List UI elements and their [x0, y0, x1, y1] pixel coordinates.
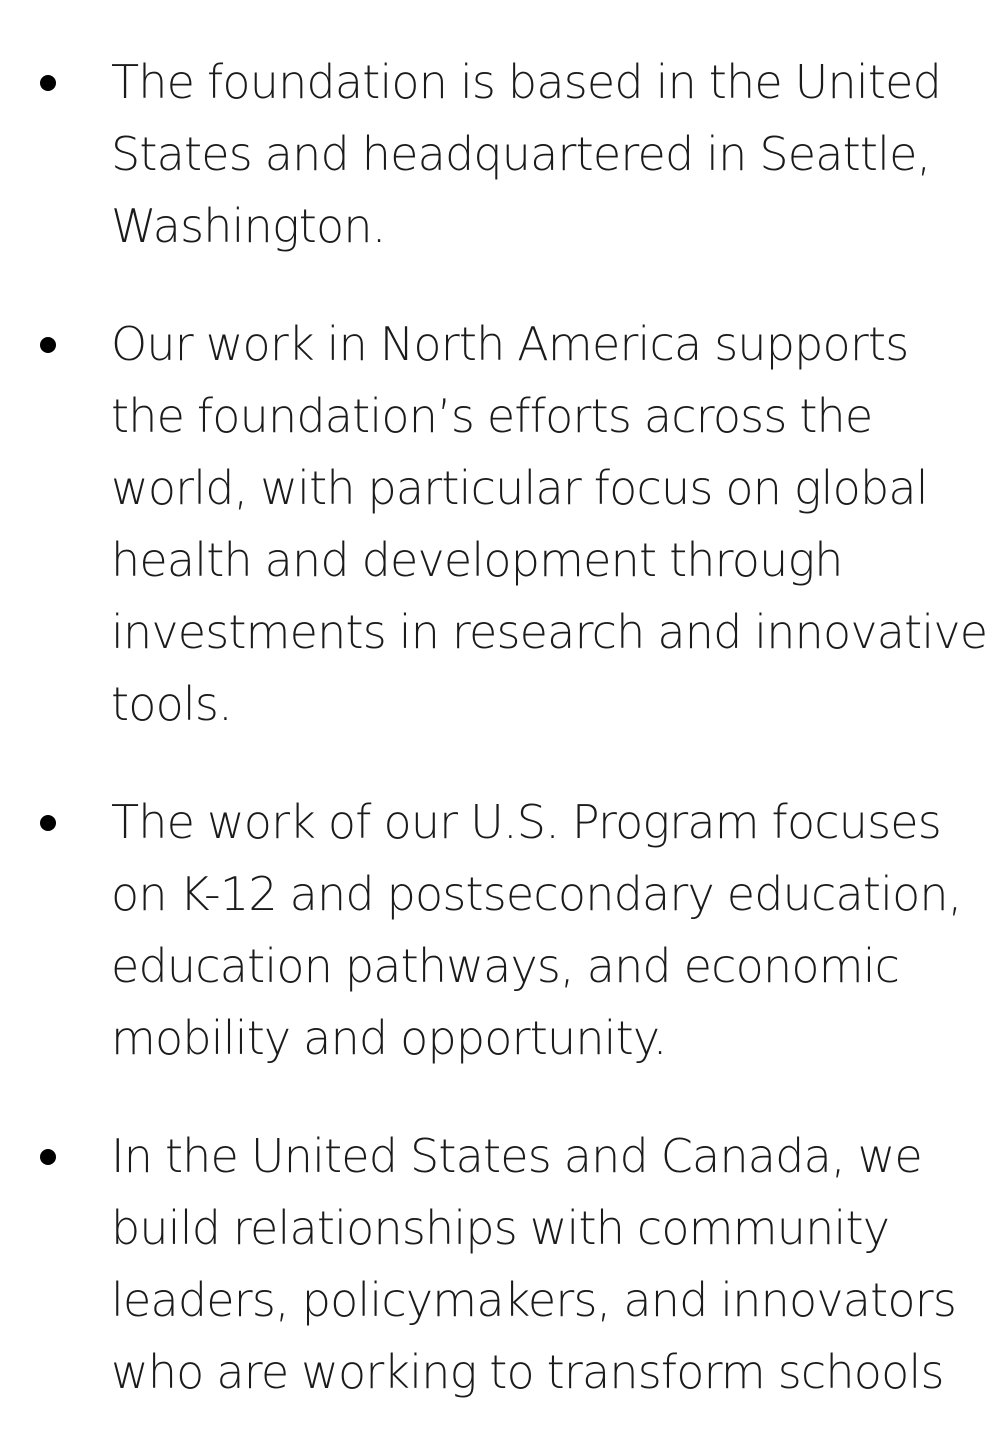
list-item-text: The work of our U.S. Program focuses on K-12 and postsecondary education, education pathways, and economic mobility and opportunity.: [111, 795, 962, 1065]
list-item: [0, 1120, 1001, 1408]
list-item: [0, 786, 1001, 1074]
bullet-icon: [40, 337, 56, 353]
bullet-icon: [40, 1149, 56, 1165]
list-item-text: The foundation is based in the United States and headquartered in Seattle, Washington.: [111, 55, 942, 253]
bullet-icon: [40, 75, 56, 91]
list-item-text: Our work in North America supports the foundation’s efforts across the world, with particular focus on global health and development through investments in research and innovative tools.: [111, 317, 988, 731]
list-item: [0, 46, 1001, 262]
bullet-list: [0, 46, 1001, 1454]
bullet-icon: [40, 815, 56, 831]
list-item: [0, 308, 1001, 740]
list-item-text: In the United States and Canada, we build relationships with community leaders, policymakers, and innovators who are working to transform schools: [111, 1129, 956, 1399]
